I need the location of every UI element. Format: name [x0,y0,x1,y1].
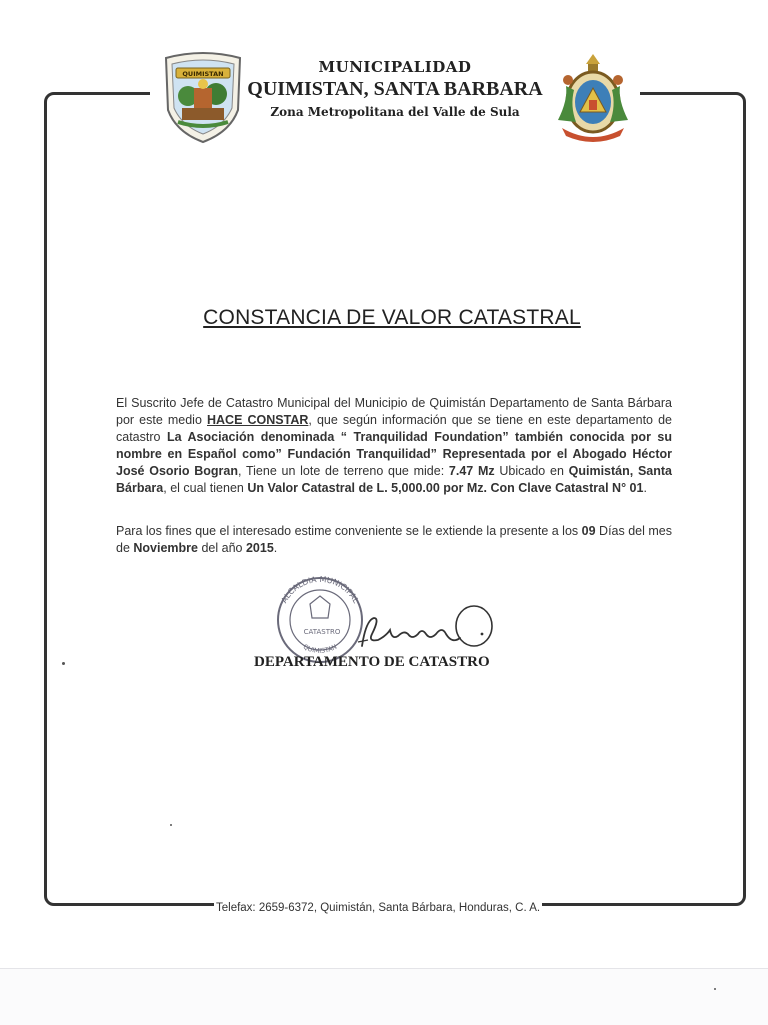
p2-text-2: Días del mes de [116,524,672,555]
certification-paragraph [116,395,672,497]
p1-text-3: , Tiene un lote de terreno que mide: [238,464,449,478]
p2-day: 09 [581,524,596,538]
p1-text-5: , el cual tienen [163,481,248,495]
scan-margin [0,968,768,1025]
letterhead-municipality: MUNICIPALIDAD [318,58,472,76]
department-signature-line: DEPARTAMENTO DE CATASTRO [254,654,490,670]
document-title: CONSTANCIA DE VALOR CATASTRAL [203,306,581,329]
p1-location: Quimistán, Santa Bárbara [116,464,672,495]
p1-cadastral-value: Un Valor Catastral de L. 5,000.00 por Mz. Con Clave Catastral N° 01 [247,481,644,495]
official-stamp [270,574,370,664]
p1-text-4: Ubicado en [494,464,569,478]
municipal-shield-icon [158,48,248,146]
letterhead-zone: Zona Metropolitana del Valle de Sula [270,105,520,119]
stamp-ring-text: ALCALDIA MUNICIPAL [279,574,361,605]
stamp-center-text: CATASTRO [303,628,341,636]
signature [356,600,496,656]
p1-text-1: El Suscrito Jefe de Catastro Municipal del Municipio de Quimistán Departamento de Santa Bárbara por este medio [116,396,672,427]
p1-area: 7.47 Mz [448,464,495,478]
letterhead-city: QUIMISTAN, SANTA BARBARA [247,78,543,100]
p2-month: Noviembre [133,541,198,555]
svg-text:QUIMISTAN: QUIMISTAN [182,70,224,78]
coat-of-arms-icon [548,50,638,148]
scan-speck [714,988,716,990]
p1-text-2: , que según información que se tiene en este departamento de catastro [116,413,672,444]
scan-speck [62,662,65,665]
letterhead [240,58,550,119]
p1-text-6: . [643,481,647,495]
scan-speck [170,824,172,826]
p2-text-3: del año [198,541,246,555]
p1-association-name: La Asociación denominada “ Tranquilidad Foundation” también conocida por su nombre en Español como” Fundación Tranquilidad” Representada por el Abogado Héctor José Osorio Bogran [116,430,672,478]
page-border [44,92,746,906]
stamp-bottom-text: QUIMISTAN [301,642,339,655]
p2-text-1: Para los fines que el interesado estime conveniente se le extiende la presente a los [116,524,582,538]
closing-paragraph [116,523,672,557]
footer-contact: Telefax: 2659-6372, Quimistán, Santa Bárbara, Honduras, C. A. [216,902,541,914]
p1-hace-constar: HACE CONSTAR [207,413,309,427]
p2-year: 2015 [245,541,274,555]
p2-text-4: . [273,541,278,555]
